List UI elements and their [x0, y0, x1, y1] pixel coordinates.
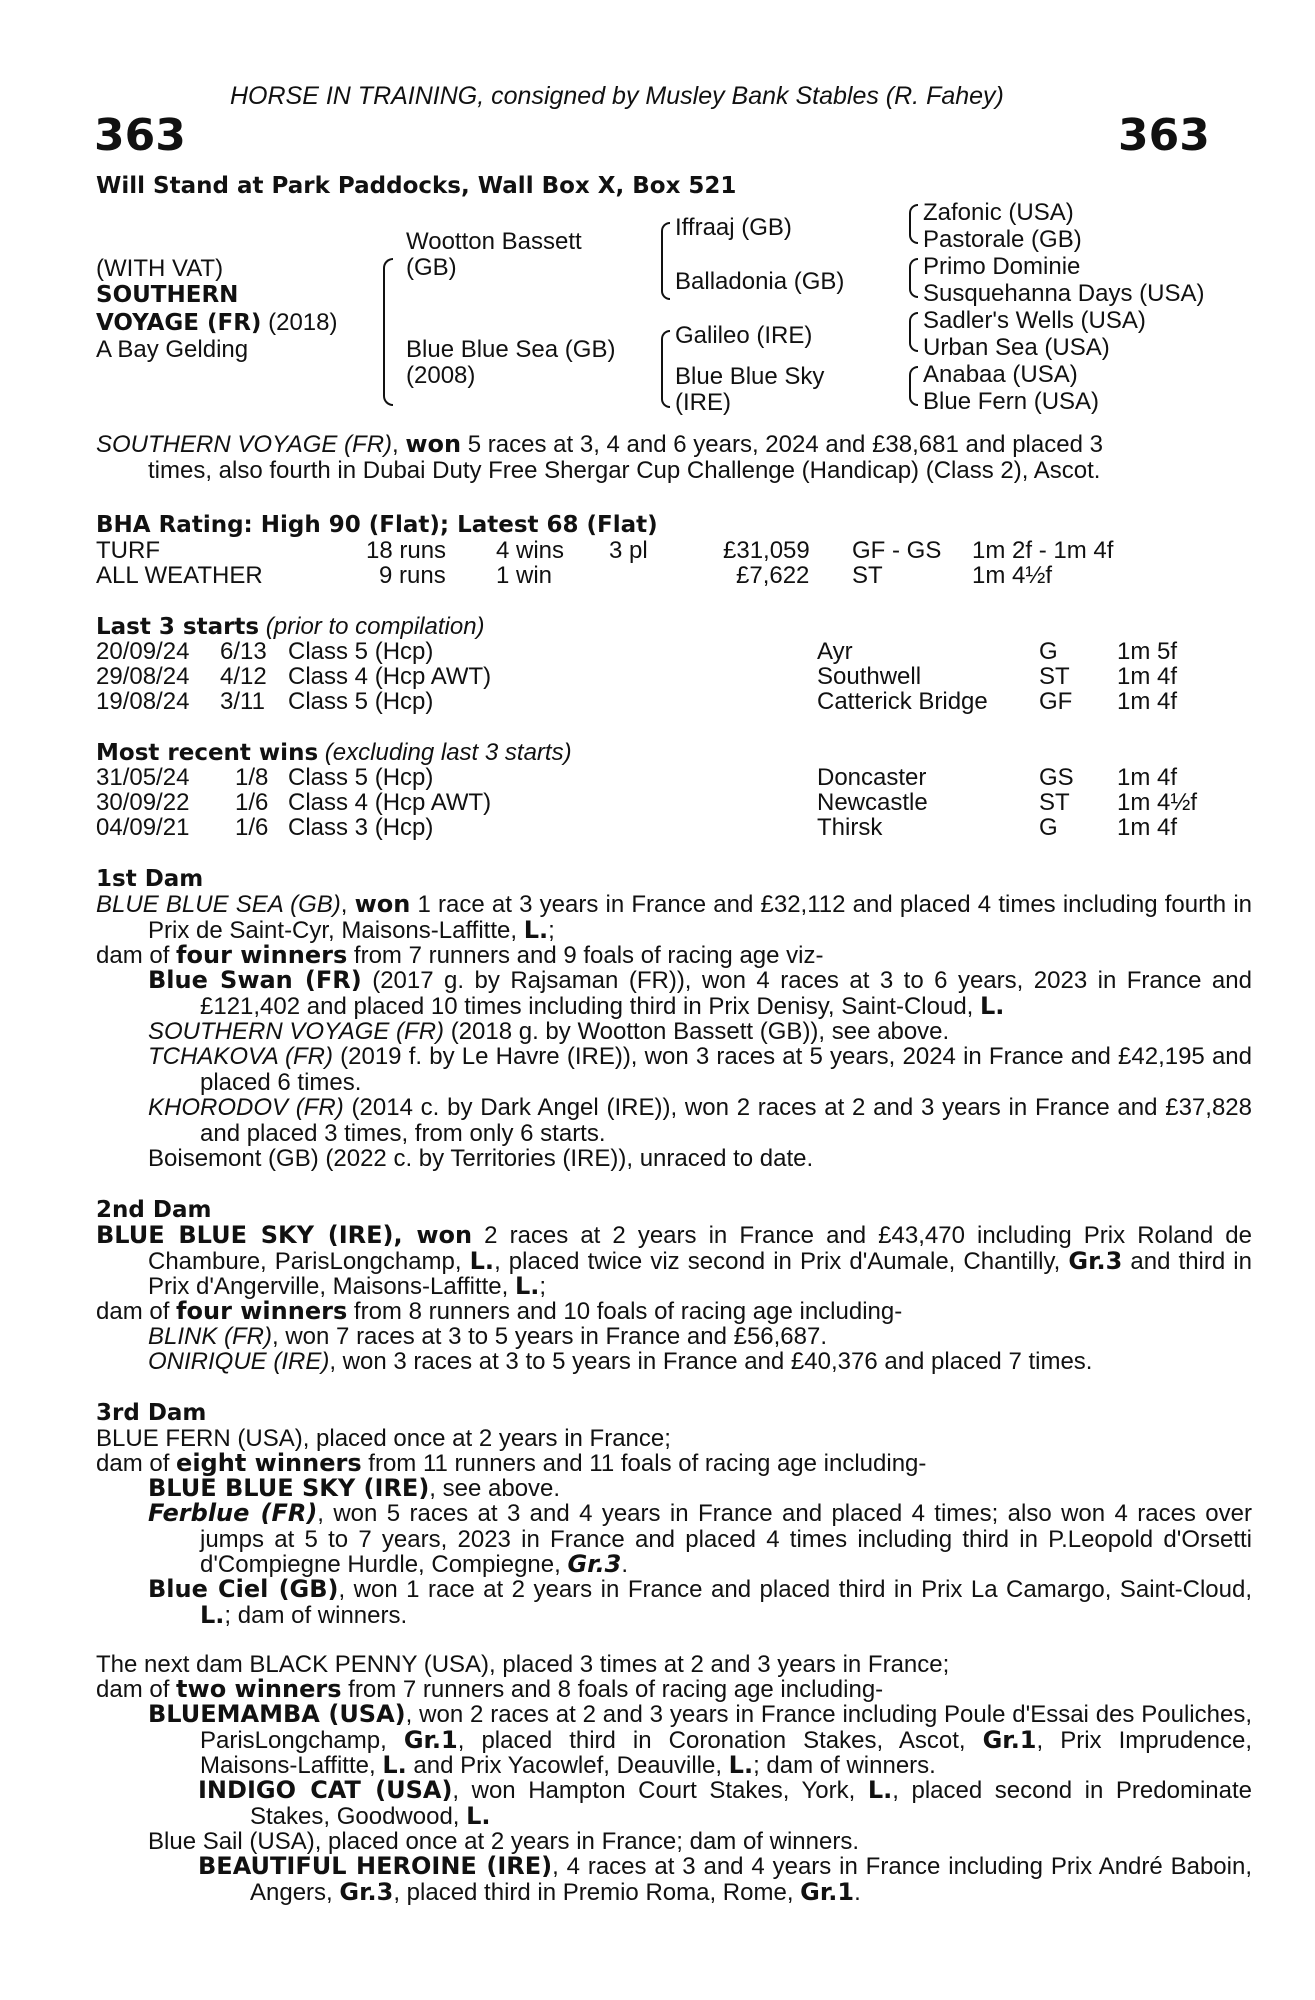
distance: 1m 4½f — [972, 562, 1053, 589]
recent-wins-note: (excluding last 3 starts) — [318, 739, 572, 766]
brace — [909, 276, 918, 298]
going: GF — [1039, 688, 1073, 715]
course: Thirsk — [817, 814, 883, 841]
lot-number-left: 363 — [94, 110, 186, 161]
dam1-record: BLUE BLUE SEA (GB), won 1 race at 3 years in France and £32,112 and placed 4 times including fourth in Prix de Saint-Cyr, Maisons-Laffitte, L.; — [96, 890, 1252, 944]
pedigree-dd — [675, 364, 824, 415]
race-class: Class 4 (Hcp AWT) — [288, 789, 492, 816]
vat-note: (WITH VAT) — [96, 255, 224, 282]
pedigree-dds: Anabaa (USA) — [923, 361, 1078, 388]
produce-entry: KHORODOV (FR) (2014 c. by Dark Angel (IRE)), won 2 races at 2 and 3 years in France and £37,828 and placed 3 times, from only 6 starts. — [148, 1094, 1252, 1147]
dam2-won: , won — [393, 1221, 473, 1249]
listed-tag: L. — [469, 1246, 495, 1275]
going: G — [1039, 638, 1058, 665]
dam1-end: ; — [548, 916, 555, 944]
dam3-heading: 3rd Dam — [96, 1400, 207, 1426]
listed-tag: L. — [867, 1776, 893, 1804]
surface: ALL WEATHER — [96, 562, 263, 589]
consignor-line: HORSE IN TRAINING, consigned by Musley Bank Stables (R. Fahey) — [230, 82, 1004, 110]
pedigree-dam — [406, 337, 615, 388]
going: GS — [1039, 764, 1074, 791]
group-tag: Gr.3 — [339, 1877, 394, 1906]
winners-count: eight winners — [176, 1449, 362, 1477]
going: ST — [1039, 663, 1070, 690]
dd-name: Blue Blue Sky — [675, 363, 825, 390]
race-summary — [96, 432, 1252, 483]
produce-entry: Boisemont (GB) (2022 c. by Territories (IRE)), unraced to date. — [148, 1145, 814, 1172]
wins: 1 win — [496, 562, 553, 589]
produce-name: BLINK (FR) — [148, 1323, 273, 1350]
sire-name: Wootton Bassett — [406, 228, 582, 255]
produce-name: INDIGO CAT (USA) — [198, 1776, 453, 1804]
dam1-heading: 1st Dam — [96, 866, 204, 892]
position: 4/12 — [220, 663, 267, 690]
brace — [383, 326, 393, 406]
race-class: Class 5 (Hcp) — [288, 638, 434, 665]
brace — [909, 384, 918, 406]
listed-tag: L. — [382, 1751, 407, 1779]
dam1-produce-summary: dam of four winners from 7 runners and 9 foals of racing age viz- — [96, 941, 824, 969]
horse-description: A Bay Gelding — [96, 336, 249, 363]
produce-name: BLUEMAMBA (USA) — [148, 1700, 406, 1728]
runs: 9 runs — [379, 562, 446, 589]
course: Catterick Bridge — [817, 688, 988, 715]
brace — [909, 366, 918, 386]
produce-name: TCHAKOVA (FR) — [148, 1043, 333, 1070]
produce-entry: Blue Sail (USA), placed once at 2 years in France; dam of winners. — [148, 1828, 859, 1855]
listed-tag: L. — [466, 1801, 491, 1830]
distance: 1m 4f — [1117, 688, 1178, 715]
race-class: Class 3 (Hcp) — [288, 814, 434, 841]
distance: 1m 4f — [1117, 814, 1178, 841]
dam3-produce-summary: dam of eight winners from 11 runners and 11 foals of racing age including- — [96, 1449, 927, 1477]
produce-entry: SOUTHERN VOYAGE (FR) (2018 g. by Wootton Bassett (GB)), see above. — [148, 1018, 950, 1045]
position: 1/6 — [235, 789, 269, 816]
winners-count: two winners — [176, 1675, 342, 1703]
pedigree-sire — [406, 229, 582, 280]
produce-name: Blue Swan (FR) — [148, 966, 362, 994]
winners-count: four winners — [176, 941, 348, 969]
summary-text-2: times, also fourth in Dubai Duty Free Shergar Cup Challenge (Handicap) (Class 2), Ascot. — [148, 456, 1101, 484]
pedigree-ds: Galileo (IRE) — [675, 322, 813, 349]
listed-tag: L. — [514, 1272, 540, 1300]
dam2-heading: 2nd Dam — [96, 1197, 212, 1223]
dam1-text: 1 race at 3 years in France and £32,112 and placed 4 times including fourth in Prix de Saint-Cyr, Maisons-Laffitte, — [148, 891, 1252, 944]
group-tag: Gr.1 — [403, 1725, 458, 1754]
summary-text-1: 5 races at 3, 4 and 6 years, 2024 and £38,681 and placed 3 — [461, 431, 1103, 458]
dam2-name: BLUE BLUE SKY (IRE) — [96, 1221, 394, 1249]
distance: 1m 4f — [1117, 663, 1178, 690]
wins: 4 wins — [496, 537, 565, 564]
group-tag: Gr.3 — [1068, 1246, 1123, 1275]
recent-wins-heading — [96, 740, 572, 767]
produce-entry: ONIRIQUE (IRE), won 3 races at 3 to 5 years in France and £40,376 and placed 7 times. — [148, 1348, 1093, 1375]
dam2-produce-summary: dam of four winners from 8 runners and 10 foals of racing age including- — [96, 1297, 903, 1325]
dam2-record: BLUE BLUE SKY (IRE), won 2 races at 2 years in France and £43,470 including Prix Roland de Chambure, ParisLongchamp, L., placed twice viz second in Prix d'Aumale, Chantilly, Gr.3 and third in Prix d'Angerville, Maisons-Laffitte, L.; — [96, 1221, 1253, 1300]
brace — [909, 312, 918, 332]
pedigree-sss: Zafonic (USA) — [923, 199, 1074, 226]
produce-entry: TCHAKOVA (FR) (2019 f. by Le Havre (IRE)), won 3 races at 5 years, 2024 in France and £42,195 and placed 6 times. — [148, 1043, 1253, 1096]
group-tag: Gr.1 — [982, 1725, 1037, 1754]
brace — [661, 364, 670, 408]
produce-entry: Ferblue (FR), won 5 races at 3 and 4 years in France and placed 4 times; also won 4 races over jumps at 5 to 7 years, 2023 in France and placed 4 times including third in P.Leopold d'Orsetti d'Compiegne Hurdle, Compiegne, Gr.3. — [148, 1499, 1252, 1578]
listed-tag: L. — [728, 1751, 754, 1779]
going: ST — [852, 562, 883, 589]
date: 30/09/22 — [96, 789, 190, 816]
date: 04/09/21 — [96, 814, 190, 841]
position: 1/6 — [235, 814, 269, 841]
brace — [661, 222, 670, 258]
dam-name: Blue Blue Sea (GB) — [406, 336, 616, 363]
last-starts-note: (prior to compilation) — [259, 613, 485, 640]
date: 29/08/24 — [96, 663, 190, 690]
group-tag: Gr.1 — [800, 1877, 855, 1906]
going: G — [1039, 814, 1058, 841]
pedigree-ss: Iffraaj (GB) — [675, 214, 792, 241]
race-class: Class 5 (Hcp) — [288, 688, 434, 715]
produce-name: BLUE BLUE SKY (IRE) — [148, 1474, 430, 1502]
produce-name: Blue Ciel (GB) — [148, 1575, 339, 1603]
listed-tag: L. — [200, 1600, 225, 1629]
produce-entry: BEAUTIFUL HEROINE (IRE), 4 races at 3 and 4 years in France including Prix André Baboin, Angers, Gr.3, placed third in Premio Roma, Rome, Gr.1. — [198, 1852, 1253, 1906]
dam1-won: won — [354, 890, 411, 918]
course: Newcastle — [817, 789, 928, 816]
horse-name-line2 — [96, 310, 337, 337]
pedigree-sd: Balladonia (GB) — [675, 268, 845, 295]
last-starts-title: Last 3 starts — [96, 614, 260, 640]
pedigree-sdd: Susquehanna Days (USA) — [923, 280, 1205, 307]
dam-year: (2008) — [406, 361, 476, 389]
horse-name-line1: SOUTHERN — [96, 282, 239, 308]
summary-won: won — [405, 430, 462, 458]
produce-entry: Blue Ciel (GB), won 1 race at 2 years in France and placed third in Prix La Camargo, Saint-Cloud, L.; dam of winners. — [148, 1575, 1252, 1629]
brace — [661, 330, 670, 366]
recent-wins-title: Most recent wins — [96, 740, 319, 766]
dam1-name: BLUE BLUE SEA (GB) — [96, 891, 341, 918]
distance: 1m 5f — [1117, 638, 1178, 665]
summary-sep: , — [392, 431, 406, 458]
pedigree-ssd: Pastorale (GB) — [923, 226, 1082, 253]
listed-tag: L. — [523, 915, 549, 944]
produce-name: ONIRIQUE (IRE) — [148, 1348, 330, 1375]
date: 20/09/24 — [96, 638, 190, 665]
brace — [909, 330, 918, 352]
distance: 1m 4½f — [1117, 789, 1198, 816]
produce-name: SOUTHERN VOYAGE (FR) — [148, 1018, 445, 1045]
going: ST — [1039, 789, 1070, 816]
date: 31/05/24 — [96, 764, 190, 791]
distance: 1m 4f — [1117, 764, 1178, 791]
prize: £31,059 — [723, 537, 810, 564]
rating-heading: BHA Rating: High 90 (Flat); Latest 68 (Flat) — [96, 512, 658, 538]
course: Ayr — [817, 638, 853, 665]
course: Southwell — [817, 663, 922, 690]
produce-name: Ferblue (FR) — [148, 1499, 318, 1527]
lot-number-right: 363 — [1118, 110, 1210, 161]
placed: 3 pl — [609, 537, 648, 564]
brace — [909, 222, 918, 244]
brace — [909, 204, 918, 224]
distance: 1m 2f - 1m 4f — [972, 537, 1114, 564]
brace — [661, 256, 670, 300]
next-dam-record: The next dam BLACK PENNY (USA), placed 3 times at 2 and 3 years in France; — [96, 1651, 950, 1678]
produce-entry: BLUEMAMBA (USA), won 2 races at 2 and 3 years in France including Poule d'Essai des Pouliches, ParisLongchamp, Gr.1, placed third in Coronation Stakes, Ascot, Gr.1, Prix Imprudence, Maisons-Laffitte, L. and Prix Yacowlef, Deauville, L.; dam of winners. — [148, 1700, 1252, 1779]
listed-tag: L. — [980, 991, 1005, 1020]
surface: TURF — [96, 537, 160, 564]
date: 19/08/24 — [96, 688, 190, 715]
sire-country: (GB) — [406, 253, 457, 281]
group-tag: Gr.3 — [567, 1550, 622, 1578]
course: Doncaster — [817, 764, 927, 791]
produce-entry: BLINK (FR), won 7 races at 3 to 5 years in France and £56,687. — [148, 1323, 828, 1350]
pedigree-ddd: Blue Fern (USA) — [923, 388, 1100, 415]
dam3-record: BLUE FERN (USA), placed once at 2 years in France; — [96, 1425, 671, 1452]
produce-name: BEAUTIFUL HEROINE (IRE) — [198, 1852, 553, 1880]
winners-count: four winners — [176, 1297, 348, 1325]
last-starts-heading — [96, 614, 485, 641]
brace — [383, 258, 393, 328]
race-class: Class 4 (Hcp AWT) — [288, 663, 492, 690]
going: GF - GS — [852, 537, 942, 564]
stand-location: Will Stand at Park Paddocks, Wall Box X, Box 521 — [96, 173, 737, 199]
position: 3/11 — [220, 688, 265, 715]
summary-horse-name: SOUTHERN VOYAGE (FR) — [96, 431, 393, 458]
next-dam-produce-summary: dam of two winners from 7 runners and 8 foals of racing age including- — [96, 1675, 884, 1703]
produce-name: KHORODOV (FR) — [148, 1094, 344, 1121]
dd-country: (IRE) — [675, 388, 731, 416]
produce-entry: BLUE BLUE SKY (IRE), see above. — [148, 1474, 561, 1502]
horse-name-text: VOYAGE (FR) — [96, 310, 262, 336]
runs: 18 runs — [366, 537, 447, 564]
pedigree-dss: Sadler's Wells (USA) — [923, 307, 1146, 334]
produce-entry: Blue Swan (FR) (2017 g. by Rajsaman (FR)), won 4 races at 3 to 6 years, 2023 in France and £121,402 and placed 10 times including third in Prix Denisy, Saint-Cloud, L. — [148, 966, 1252, 1020]
produce-entry: INDIGO CAT (USA), won Hampton Court Stakes, York, L., placed second in Predominate Stakes, Goodwood, L. — [198, 1776, 1252, 1830]
prize: £7,622 — [736, 562, 810, 589]
pedigree-dsd: Urban Sea (USA) — [923, 334, 1110, 361]
horse-foaling-year: (2018) — [261, 309, 338, 336]
brace — [909, 258, 918, 278]
position: 6/13 — [220, 638, 267, 665]
position: 1/8 — [235, 764, 269, 791]
pedigree-sds: Primo Dominie — [923, 253, 1081, 280]
race-class: Class 5 (Hcp) — [288, 764, 434, 791]
